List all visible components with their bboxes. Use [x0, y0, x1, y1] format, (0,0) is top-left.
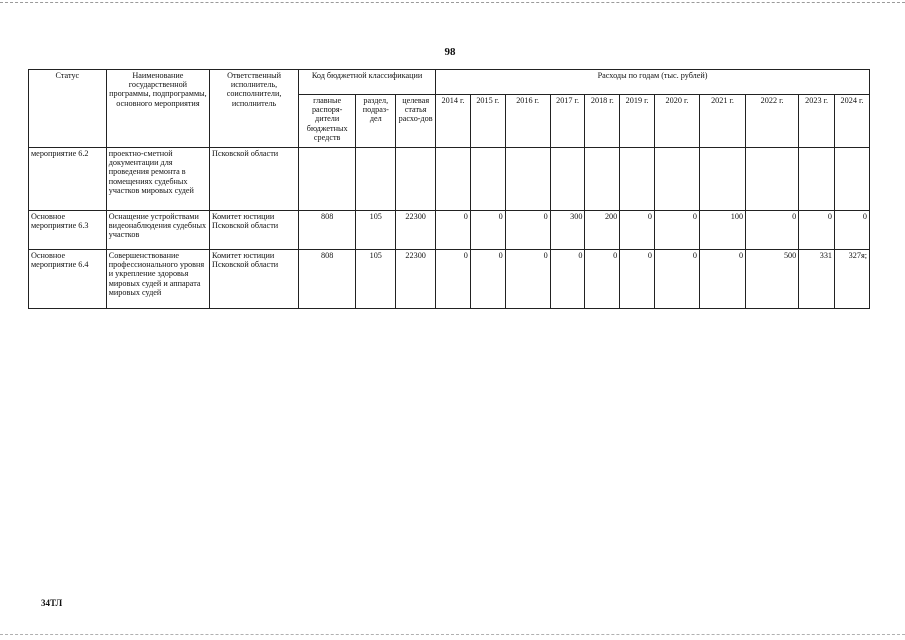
- cell-status: мероприятие 6.2: [29, 148, 107, 211]
- cell-value: 0: [505, 250, 550, 309]
- cell-value: 200: [585, 211, 620, 250]
- header-year: 2016 г.: [505, 95, 550, 148]
- scan-edge-bottom: [0, 634, 905, 635]
- cell-name: Совершенствование профессионального уровня и укрепление здоровья мировых судей и аппарата мировых судей: [106, 250, 209, 309]
- table-row: [29, 250, 870, 309]
- cell-value: 0: [700, 250, 746, 309]
- header-budget-code: Код бюджетной классификации: [299, 70, 436, 95]
- cell-value: [436, 148, 471, 211]
- cell-value: 500: [746, 250, 799, 309]
- header-year: 2021 г.: [700, 95, 746, 148]
- cell-value: 0: [799, 211, 835, 250]
- header-year: 2019 г.: [620, 95, 655, 148]
- cell-value: 0: [620, 211, 655, 250]
- cell-value: [655, 148, 700, 211]
- cell-responsible: Комитет юстиции Псковской области: [210, 250, 299, 309]
- header-year: 2022 г.: [746, 95, 799, 148]
- cell-value: [505, 148, 550, 211]
- header-year: 2014 г.: [436, 95, 471, 148]
- cell-name: проектно-сметной документации для проведения ремонта в помещениях судебных участков мировых судей: [106, 148, 209, 211]
- cell-section: [356, 148, 396, 211]
- cell-grbs: 808: [299, 250, 356, 309]
- cell-value: [470, 148, 505, 211]
- cell-value: 0: [585, 250, 620, 309]
- cell-value: 0: [436, 211, 471, 250]
- cell-value: 0: [505, 211, 550, 250]
- cell-target: [396, 148, 436, 211]
- cell-responsible: Комитет юстиции Псковской области: [210, 211, 299, 250]
- table-row: [29, 148, 870, 211]
- page-number: 98: [444, 46, 456, 58]
- cell-value: 327я;: [835, 250, 870, 309]
- budget-table: [28, 69, 870, 309]
- header-year: 2017 г.: [550, 95, 585, 148]
- cell-section: 105: [356, 211, 396, 250]
- cell-value: [700, 148, 746, 211]
- cell-value: 0: [655, 211, 700, 250]
- header-name: Наименование государственной программы, подпрограммы, основного мероприятия: [106, 70, 209, 148]
- header-year: 2015 г.: [470, 95, 505, 148]
- cell-value: 0: [550, 250, 585, 309]
- cell-value: [585, 148, 620, 211]
- table-row: [29, 211, 870, 250]
- cell-name: Оснащение устройствами видеонаблюдения судебных участков: [106, 211, 209, 250]
- footer-code: 34ТЛ: [41, 598, 63, 608]
- cell-status: Основное мероприятие 6.4: [29, 250, 107, 309]
- cell-section: 105: [356, 250, 396, 309]
- header-year: 2020 г.: [655, 95, 700, 148]
- cell-grbs: 808: [299, 211, 356, 250]
- cell-value: 100: [700, 211, 746, 250]
- cell-target: 22300: [396, 211, 436, 250]
- cell-value: 300: [550, 211, 585, 250]
- cell-target: 22300: [396, 250, 436, 309]
- cell-value: 0: [470, 211, 505, 250]
- cell-value: [550, 148, 585, 211]
- cell-value: 0: [436, 250, 471, 309]
- header-year: 2024 г.: [835, 95, 870, 148]
- cell-value: [835, 148, 870, 211]
- cell-value: 331: [799, 250, 835, 309]
- cell-responsible: Псковской области: [210, 148, 299, 211]
- header-expenses: Расходы по годам (тыс. рублей): [436, 70, 870, 95]
- header-code-target: целевая статья расхо-дов: [396, 95, 436, 148]
- cell-value: 0: [655, 250, 700, 309]
- cell-value: [746, 148, 799, 211]
- cell-value: 0: [470, 250, 505, 309]
- header-year: 2023 г.: [799, 95, 835, 148]
- header-code-section: раздел, подраз-дел: [356, 95, 396, 148]
- cell-status: Основное мероприятие 6.3: [29, 211, 107, 250]
- cell-value: 0: [835, 211, 870, 250]
- cell-value: [620, 148, 655, 211]
- cell-grbs: [299, 148, 356, 211]
- cell-value: 0: [746, 211, 799, 250]
- header-responsible: Ответственный исполнитель, соисполнители, исполнитель: [210, 70, 299, 148]
- cell-value: [799, 148, 835, 211]
- scan-edge-top: [0, 2, 905, 3]
- header-year: 2018 г.: [585, 95, 620, 148]
- cell-value: 0: [620, 250, 655, 309]
- header-code-grbs: главные распоря-дители бюджетных средств: [299, 95, 356, 148]
- header-status: Статус: [29, 70, 107, 148]
